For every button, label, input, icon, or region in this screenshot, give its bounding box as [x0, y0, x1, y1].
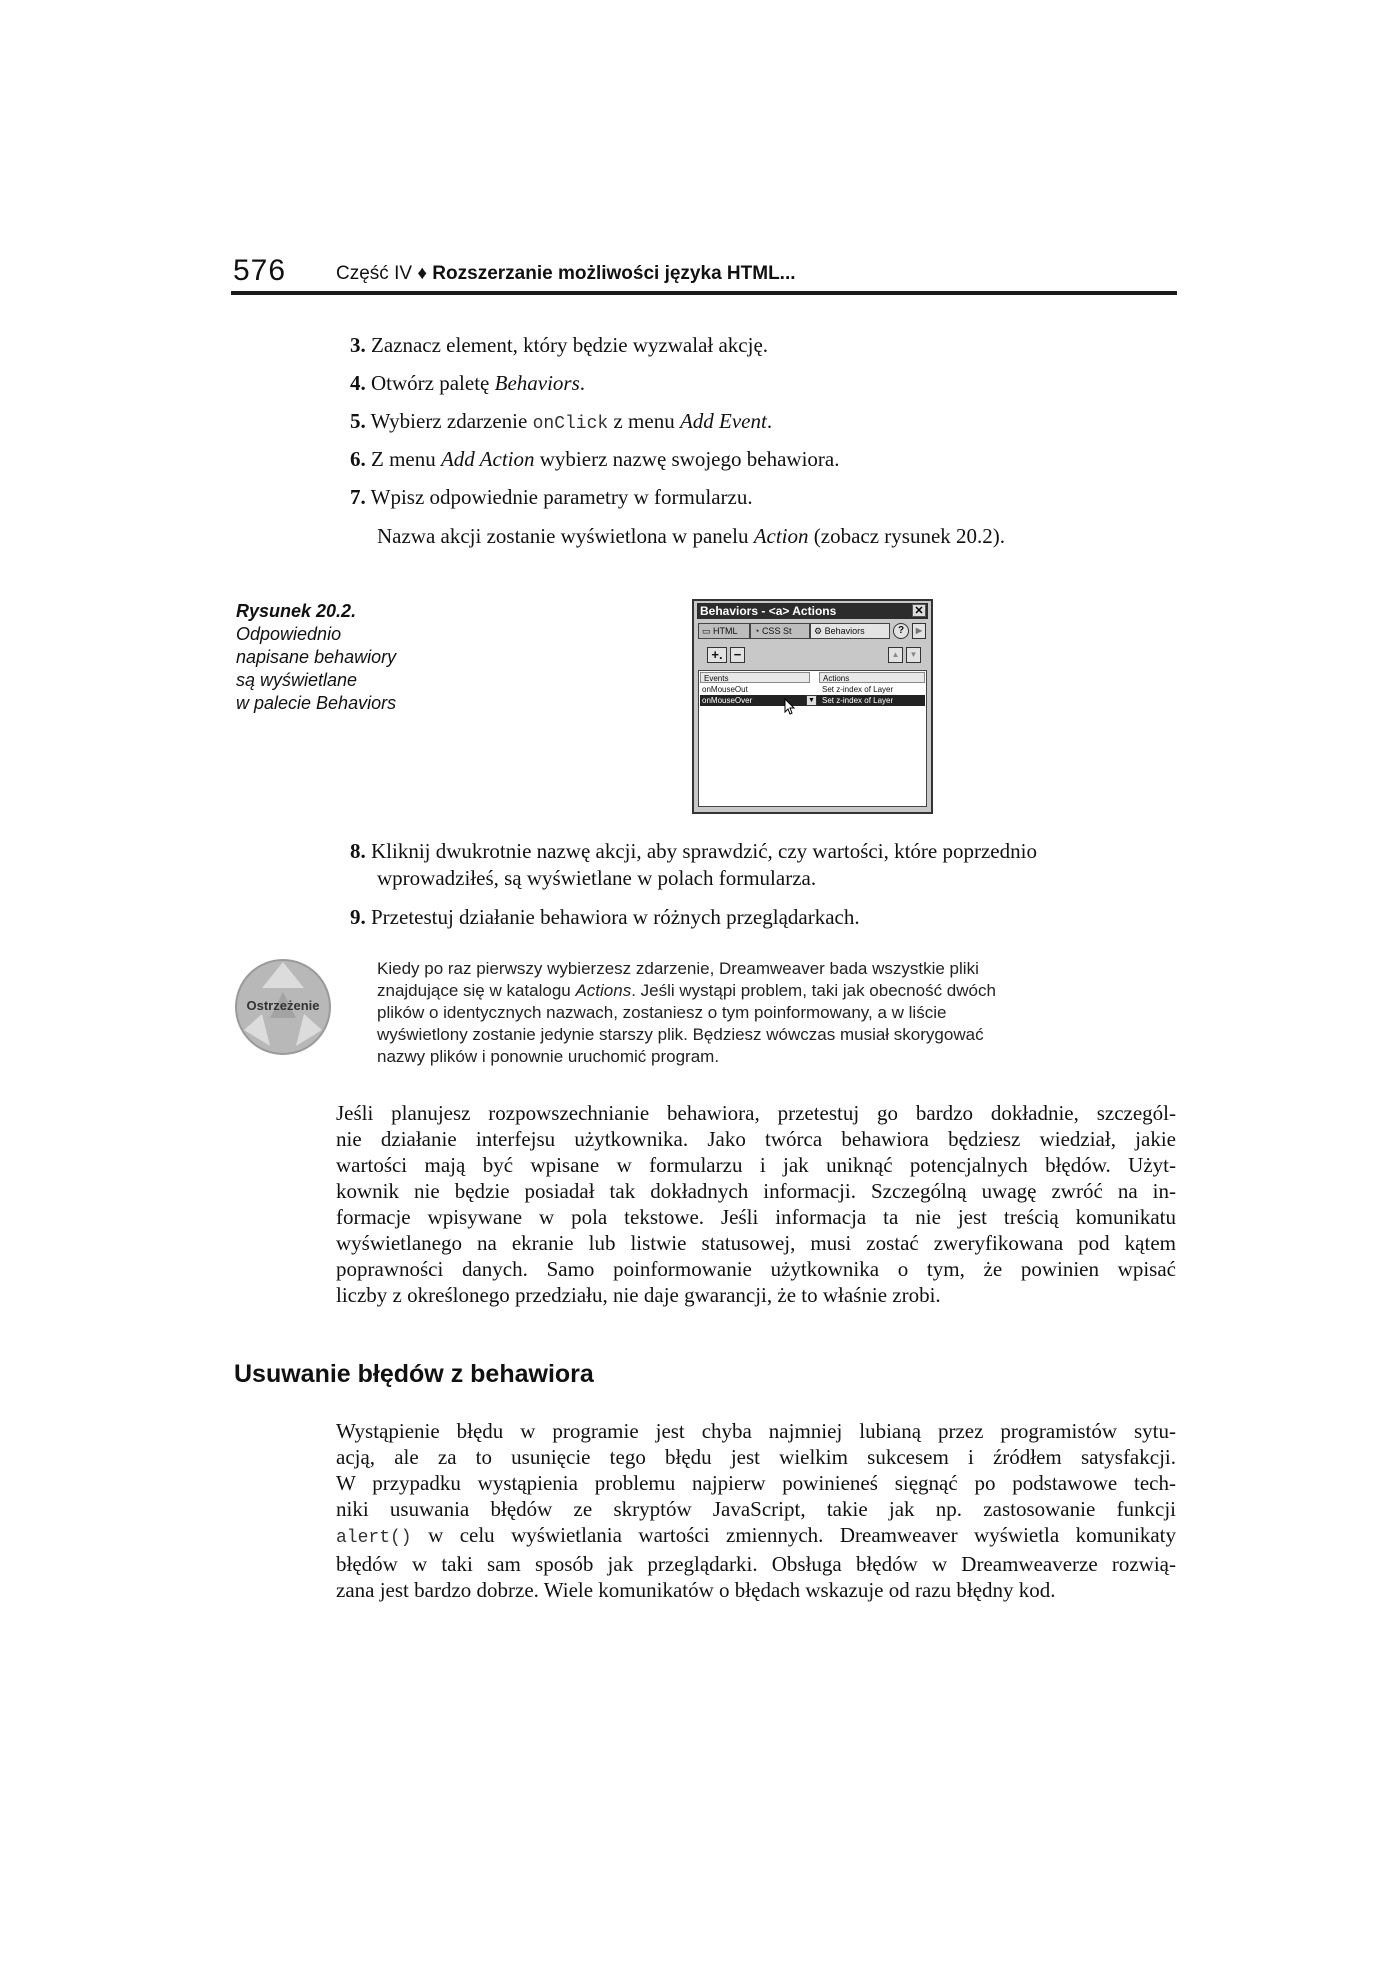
step-number: 8.: [350, 839, 366, 863]
figure-caption-title: Rysunek 20.2.: [236, 601, 357, 621]
warning-line: [377, 980, 1127, 1002]
step-6: [350, 446, 1150, 473]
running-head-title: Rozszerzanie możliwości języka HTML...: [432, 263, 796, 284]
step-text: wprowadziłeś, są wyświetlane w polach formularza.: [377, 866, 817, 890]
action-name: Set z-index of Layer: [822, 685, 894, 694]
step-7-note: [377, 523, 1177, 550]
list-item-selected[interactable]: [700, 695, 925, 706]
note-text: Nazwa akcji zostanie wyświetlona w panelu: [377, 524, 754, 548]
move-down-button[interactable]: ▼: [906, 647, 921, 663]
mouse-cursor-icon: [784, 698, 796, 716]
warning-text-span: plików o identycznych nazwach, zostaniesz o tym poinformowany, a w liście: [377, 1003, 947, 1022]
warning-text-span: . Jeśli wystąpi problem, taki jak obecność dwóch: [631, 981, 996, 1000]
paragraph-line: błędów w taki sam sposób jak przeglądarki. Obsługa błędów w Dreamweaverze rozwią-: [336, 1552, 1176, 1576]
paragraph-line: kownik nie będzie posiadał tak dokładnych informacji. Szczególną uwagę zwróć na in-: [336, 1179, 1176, 1203]
help-icon[interactable]: ?: [893, 623, 909, 639]
step-text: Wpisz odpowiednie parametry w formularzu.: [370, 485, 753, 509]
paragraph-line: wyświetlanego na ekranie lub listwie statusowej, musi zostać zweryfikowana pod kątem: [336, 1231, 1176, 1255]
tab-label: Behaviors: [824, 626, 865, 636]
step-emphasis: Behaviors: [494, 371, 580, 395]
paragraph-line: niki usuwania błędów ze skryptów JavaScript, takie jak np. zastosowanie funkcji: [336, 1497, 1176, 1521]
warning-text: [377, 958, 1127, 1068]
remove-action-button[interactable]: −: [730, 647, 745, 663]
tab-html[interactable]: [698, 623, 750, 639]
tab-behaviors[interactable]: [810, 623, 890, 639]
step-number: 4.: [350, 371, 366, 395]
running-head: [336, 263, 796, 285]
figure-caption-line: w palecie Behaviors: [236, 693, 397, 713]
step-7: [350, 484, 1150, 511]
column-header-actions[interactable]: Actions: [819, 672, 925, 683]
warning-icon: [234, 958, 332, 1056]
running-head-part: Część IV: [336, 263, 413, 284]
step-8: [350, 838, 1150, 892]
step-number: 6.: [350, 447, 366, 471]
step-number: 5.: [350, 409, 366, 433]
tab-css-styles[interactable]: [750, 623, 810, 639]
step-number: 3.: [350, 333, 366, 357]
paragraph-line: acją, ale za to usunięcie tego błędu jest wielkim sukcesem i źródłem satysfakcji.: [336, 1445, 1176, 1469]
step-emphasis: Add Action: [440, 447, 535, 471]
actions-list: [698, 670, 927, 807]
step-4: [350, 370, 1150, 397]
step-text: Przetestuj działanie behawiora w różnych przeglądarkach.: [371, 905, 860, 929]
step-number: 7.: [350, 485, 366, 509]
step-text: .: [766, 409, 773, 433]
paragraph-line: formacje wpisywane w pola tekstowe. Jeśli informacja ta nie jest treścią komunikatu: [336, 1205, 1176, 1229]
paragraph-line: zana jest bardzo dobrze. Wiele komunikatów o błędach wskazuje od razu błędny kod.: [336, 1578, 1056, 1602]
step-9: [350, 904, 1150, 931]
section-heading: Usuwanie błędów z behawiora: [234, 1360, 594, 1388]
warning-line: [377, 1046, 1127, 1068]
paragraph-line: poprawności danych. Samo poinformowanie użytkownika o tym, że powinien wpisać: [336, 1257, 1176, 1281]
gear-icon: ⚙: [814, 626, 825, 636]
step-3: [350, 332, 1150, 359]
paragraph-testing: [336, 1100, 1176, 1308]
paragraph-line: W przypadku wystąpienia problemu najpierw powinieneś sięgnąć po podstawowe tech-: [336, 1471, 1176, 1495]
event-dropdown-icon[interactable]: ▼: [806, 695, 817, 706]
warning-line: [377, 958, 1127, 980]
page-number: 576: [233, 254, 287, 287]
warning-line: [377, 1002, 1127, 1024]
step-text: wybierz nazwę swojego behawiora.: [534, 447, 840, 471]
add-action-button[interactable]: +.: [707, 647, 727, 663]
step-5: [350, 408, 1150, 438]
warning-text-span: Kiedy po raz pierwszy wybierzesz zdarzenie, Dreamweaver bada wszystkie pliki: [377, 959, 979, 978]
step-number: 9.: [350, 905, 366, 929]
palette-title: Behaviors - <a> Actions: [700, 604, 837, 618]
paragraph-line: [336, 1522, 1176, 1551]
step-text: Wybierz zdarzenie: [370, 409, 533, 433]
step-text: z menu: [608, 409, 680, 433]
tab-label: CSS St: [761, 626, 792, 636]
warning-line: [377, 1024, 1127, 1046]
paragraph-line: Jeśli planujesz rozpowszechnianie behawiora, przetestuj go bardzo dokładnie, szczegól-: [336, 1101, 1176, 1125]
step-text: Z menu: [371, 447, 441, 471]
css-tab-icon: ◔: [754, 626, 762, 636]
warning-text-span: nazwy plików i ponownie uruchomić program.: [377, 1047, 720, 1066]
paragraph-text: w celu wyświetlania wartości zmiennych. Dreamweaver wyświetla komunikaty: [411, 1523, 1176, 1547]
list-item[interactable]: [700, 684, 925, 695]
warning-label: Ostrzeżenie: [246, 998, 320, 1013]
tab-label: HTML: [713, 626, 738, 636]
move-up-button[interactable]: ▲: [888, 647, 903, 663]
figure-caption-line: Odpowiednio: [236, 624, 342, 644]
figure-caption-line: są wyświetlane: [236, 670, 358, 690]
column-header-events[interactable]: Events: [700, 672, 810, 683]
note-emphasis: Action: [753, 524, 809, 548]
paragraph-line: wartości mają być wpisane w formularzu i jak uniknąć potencjalnych błędów. Użyt-: [336, 1153, 1176, 1177]
diamond-separator: ♦: [417, 263, 428, 284]
step-code: onClick: [532, 414, 609, 434]
event-name: onMouseOver: [702, 696, 753, 705]
figure-caption-line: napisane behawiory: [236, 647, 397, 667]
palette-title-bar: [697, 603, 928, 619]
figure-caption: [236, 600, 396, 715]
warning-text-span: znajdujące się w katalogu: [377, 981, 576, 1000]
event-name: onMouseOut: [702, 685, 748, 694]
note-text: (zobacz rysunek 20.2).: [808, 524, 1006, 548]
step-text: Zaznacz element, który będzie wyzwalał akcję.: [371, 333, 769, 357]
step-emphasis: Add Event: [679, 409, 767, 433]
palette-tabs: [698, 623, 927, 640]
step-text: .: [579, 371, 586, 395]
paragraph-line: Wystąpienie błędu w programie jest chyba najmniej lubianą przez programistów sytu-: [336, 1419, 1176, 1443]
html-tab-icon: ▭: [702, 626, 714, 636]
action-name: Set z-index of Layer: [822, 696, 894, 705]
warning-emphasis: Actions: [575, 981, 632, 1000]
scroll-right-icon[interactable]: ▶: [912, 623, 926, 639]
behaviors-palette-screenshot: [692, 599, 933, 814]
step-text: Kliknij dwukrotnie nazwę akcji, aby sprawdzić, czy wartości, które poprzednio: [371, 839, 1037, 863]
inline-code: alert(): [336, 1528, 412, 1548]
paragraph-debugging: [336, 1418, 1176, 1603]
paragraph-line: nie działanie interfejsu użytkownika. Jako twórca behawiora będziesz wiedział, jakie: [336, 1127, 1176, 1151]
step-text: Otwórz paletę: [371, 371, 495, 395]
close-icon[interactable]: ✕: [912, 604, 926, 617]
paragraph-line: liczby z określonego przedziału, nie daje gwarancji, że to właśnie zrobi.: [336, 1283, 941, 1307]
header-rule: [231, 291, 1177, 295]
warning-text-span: wyświetlony zostanie jedynie starszy plik. Będziesz wówczas musiał skorygować: [377, 1025, 984, 1044]
